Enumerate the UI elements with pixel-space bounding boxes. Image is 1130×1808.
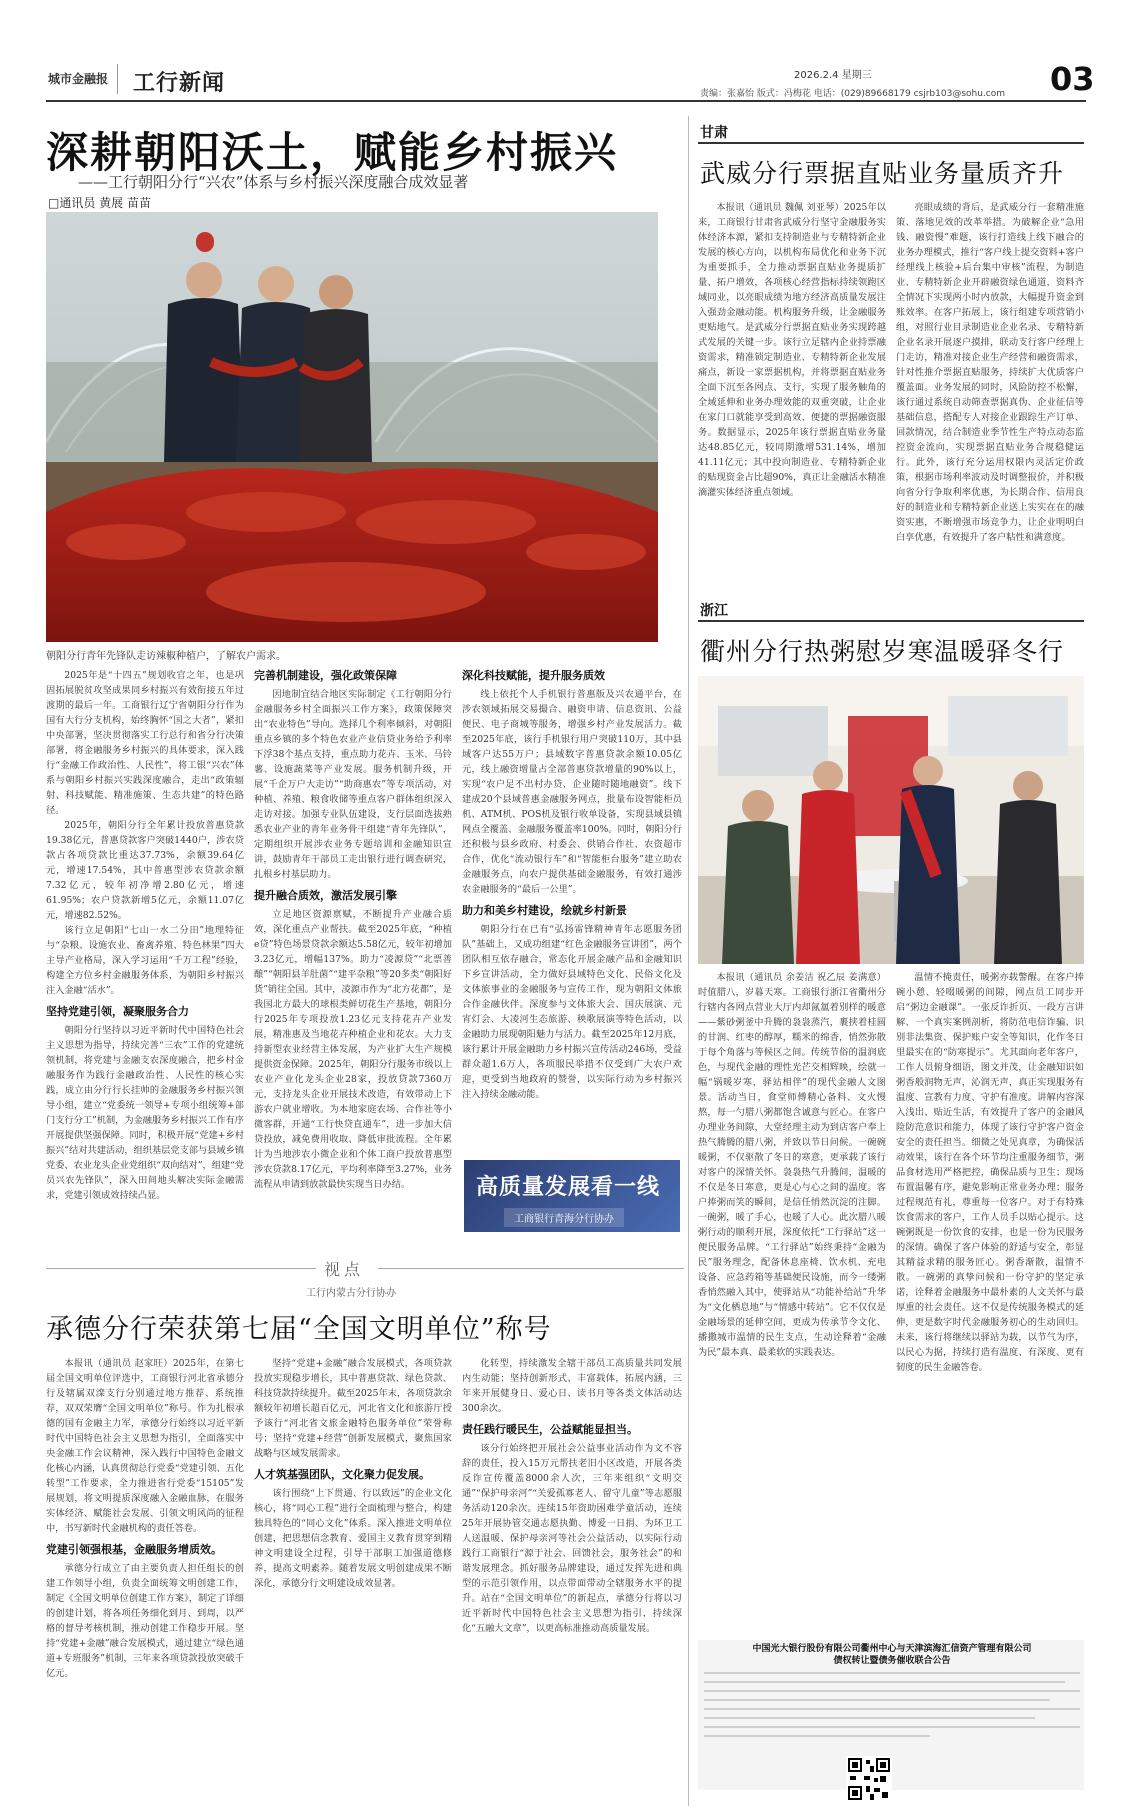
paragraph: 该分行始终把开展社会公益事业活动作为文不容辞的责任，投入15万元帮扶老旧小区改造，开展各类反诈宣传覆盖8000余人次，三年来组织“文明交通”“保护母亲河”“关爱孤寡老人、留守儿童”等志愿服务活动120余次。连续15年资助困难学童活动，连续25年开展协管交通志愿执勤、博爱一日捐、为环卫工人送温暖、保护母亲河等社会公益活动，以实际行动践行工商银行“源于社会、回馈社会，服务社会”的和谐发展理念。抓好服务品牌建设，通过发挥先进和典型的示范引领作用，以点带面带动全辖服务水平的提升。站在“全国文明单位”的新起点，承德分行将以习近平新时代中国特色社会主义思想为指引，持续深化“五融大文章”，以更高标准推动高质量发展。 (462, 1443, 682, 1634)
wuwei-headline: 武威分行票据直贴业务量质齐升 (700, 159, 1065, 188)
photo-caption: 朝阳分行青年先锋队走访辣椒种植户，了解农户需求。 (46, 651, 286, 662)
paragraph: 该行立足朝阳“七山一水二分田”地理特征与“杂粮、设施农业、畜禽养殖、特色林果”四大主导产业格局，深入学习运用“千万工程”经验，构建全方位乡村金融服务体系，为朝阳乡村振兴注入金融“活水”。 (46, 925, 244, 996)
column-divider (688, 116, 689, 1806)
banner-title: 高质量发展看一线 (476, 1175, 661, 1200)
editor-meta: 责编：张嘉怡 版式：冯梅花 电话：(029)89668179 csjrb103@sohu.com (700, 89, 1006, 99)
divider-line (378, 1268, 684, 1269)
paragraph: 亮眼成绩的背后，是武威分行一套精准施策、落地见效的改革举措。为破解企业“急用钱、融资慢”难题，该行打造线上线下融合的业务办理模式，推行“客户线上提交资料+客户经理线上核验+后台集中审核”流程，为制造业、专精特新企业开辟融资绿色通道，资料齐全情况下实现两小时内放款，大幅提升资金到账效率。在客户拓展上，该行组建专项营销小组，对照行业目录制造业企业名录、专精特新企业名录开展逐户摸排，联动支行客户经理上门走访，精准对接企业生产经营和融资需求，针对性推介票据直贴服务，持续扩大优质客户覆盖面。业务发展的同时，风险防控不松懈，该行通过系统自动筛查票据真伪、企业征信等基础信息，搭配专人对接企业跟踪生产订单、回款情况，结合制造业季节性生产特点动态监控资金流向，实现票据直贴业务合规稳健运行。此外，该行充分运用权限内灵活定价政策，根据市场利率波动及时调整报价，并积极向省分行争取利率优惠，为长期合作、信用良好的制造业和专精特新企业送上实实在在的融资实惠，不断增强市场竞争力，让企业明明白白享优惠，有效提升了客户粘性和满意度。 (896, 202, 1084, 543)
chengde-column-3 (462, 1356, 682, 1796)
section-heading: 提升融合质效，激活发展引擎 (254, 889, 397, 902)
feature-banner (464, 1160, 680, 1232)
section-heading: 责任践行暖民生，公益赋能显担当。 (462, 1423, 638, 1436)
paragraph: 本报讯（通讯员 赵家旺）2025年，在第七届全国文明单位评选中，工商银行河北省承德分行及辖属双滦支行分别通过地方推荐、系统推荐，双双荣膺“全国文明单位”称号。作为扎根承德的国有金融主力军，承德分行始终以习近平新时代中国特色社会主义思想为指引，全面落实中央金融工作会议精神，深入践行中国特色金融文化核心内涵，认真贯彻总行党委“党建引领、五化转型”工作要求，全力推进省行党委“15105”发展规划，将文明提质深度融入金融血脉，在服务实体经济、赋能社会发展、引领文明风尚的征程中，书写新时代金融机构的责任答卷。 (46, 1358, 244, 1534)
section-heading: 坚持党建引领，凝聚服务合力 (46, 1005, 189, 1018)
paragraph: 2025年，朝阳分行全年累计投放普惠贷款19.38亿元，普惠贷款客户突破1440户，涉农贷款占各项贷款比重达37.73%，余额39.64亿元，增速17.54%，其中普惠型涉农贷款余额7.32亿元，较年初净增2.80亿元，增速61.95%；农户贷款新增5亿元，余额11.07亿元，增速82.52%。 (46, 820, 244, 921)
main-subheadline: ——工行朝阳分行“兴农”体系与乡村振兴深度融合成效显著 (78, 173, 469, 191)
paragraph: 化转型，持续激发全辖干部员工高质量共同发展内生动能；坚持创新形式、丰富载体，拓展内涵，三年来开展健身日、爱心日、读书月等各类文体活动达300余次。 (462, 1358, 682, 1414)
legal-notice-body (704, 1672, 1080, 1772)
lobby-porridge-photo (698, 676, 1084, 964)
quzhou-column-2 (896, 970, 1084, 1635)
paragraph: 2025年是“十四五”规划收官之年，也是巩固拓展脱贫攻坚成果同乡村振兴有效衔接五年过渡期的最后一年。工商银行辽宁省朝阳分行作为国有大行分支机构，始终胸怀“国之大者”，紧扣中央部署，坚决贯彻落实工行总行和省分行决策部署，将金融服务乡村振兴的具体要求，深入践行“金融工作政治性、人民性”，将工银“兴农”体系与朝阳乡村振兴实践深度融合，走出“政策辐射、科技赋能、精准施策、生态共建”的特色路径。 (46, 670, 244, 816)
issue-date: 2026.2.4 星期三 (794, 70, 872, 81)
section-title: 工行新闻 (133, 71, 226, 96)
paragraph: 朝阳分行在已有“弘扬雷锋精神青年志愿服务团队”基础上，又成功组建“红色金融服务宣讲团”，两个团队相互依存融合，常态化开展金融产品和金融知识下乡宣讲活动，全力做好县域特色文化、民俗文化及文体旅事业的金融服务与宣传工作，现为朝阳文体旅合作金融伙伴。深度参与文体旅大会、国庆展演、元宵灯会、大凌河生态旅游、秧歌展演等特色活动，以金融助力展现朝阳魅力与活力。截至2025年12月底，该行累计开展金融助力乡村振兴宣传活动246场，受益群众超1.6万人，各项服民举措不仅受到广大农户欢迎，更受到当地政府的赞誉，以实际行动为乡村振兴注入持续金融动能。 (462, 924, 682, 1100)
main-story-column-3 (462, 668, 682, 1152)
paragraph: 立足地区资源禀赋，不断提升产业融合质效，深化重点产业帮扶。截至2025年底，“种植e贷”特色场景贷款余额达5.58亿元，较年初增加3.23亿元，增幅137%。助力“凌源贷”“北票善酿”“朝阳县羊肚菌”“建平杂粮”等20多类“朝阳好货”销往全国。其中，凌源市作为“北方花都”，是我国北方最大的球根类鲜切花生产基地，朝阳分行2025年专项投放1.23亿元支持花卉产业发展，精准惠及当地花卉种植企业和花农。大力支持新型农业经营主体发展，为产业扩大生产规模提供资金保障。2025年，朝阳分行服务市级以上农业产业化龙头企业28家，投放贷款7360万元，支持龙头企业开展技术改造，有效带动上下游农户就业增收。为本地家庭农场、合作社等小微客群，开通“工行快贷直通车”，进一步加大信贷投放，减免费用收取、降低审批流程。全年累计为当地涉农小微企业和个体工商户投放普惠型涉农贷款8.17亿元，平均利率降至3.27%，业务流程从申请到放款最快实现当日办结。 (254, 909, 452, 1190)
main-byline: □通讯员 黄展 苗苗 (48, 196, 151, 210)
wuwei-column-2 (896, 200, 1084, 600)
section-rule (698, 142, 1084, 144)
banner-sponsor: 工商银行青海分行协办 (504, 1208, 624, 1227)
greenhouse-photo-illustration (46, 212, 658, 642)
paragraph: 线上依托个人手机银行普惠版及兴农通平台，在涉农领域拓展交易撮合、融资申请、信息资讯、公益便民、电子商城等服务，增强乡村产业发展活力。截至2025年底，该行手机银行用户突破110万，其中县域客户达55万户；县域数字普惠贷款余额10.05亿元，线上融资增量占全部普惠贷款增量的90%以上，实现“农户足不出村办贷、企业随时随地融资”。线下建成20个县域普惠金融服务网点，批量布设智能柜员机、ATM机、POS机及银行收单设备，实现县域县镇网点全覆盖、金融服务覆盖率100%。同时，朝阳分行还积极与县乡政府、村委会、供销合作社、农资超市合作，优化“流动银行车”和“智能柜台服务”建立助农金融服务点，向农户提供基础金融服务，有效打通涉农金融服务的“最后一公里”。 (462, 689, 682, 895)
section-heading: 人才筑基强团队，文化聚力促发展。 (254, 1468, 430, 1481)
main-headline: 深耕朝阳沃土，赋能乡村振兴 (46, 128, 619, 177)
viewpoint-label: 视点 (324, 1260, 365, 1279)
legal-notice-title: 中国光大银行股份有限公司衢州中心与天津滨海汇信资产管理有限公司 债权转让暨债务催收联合公告 (752, 1644, 1032, 1666)
newspaper-brand: 城市金融报 (48, 72, 109, 86)
paragraph: 该行围绕“上下贯通、行以致远”的企业文化核心，将“同心工程”进行全面梳理与整合，构建独具特色的“同心文化”体系。深入推进文明单位创建，把思想信念教育、爱国主义教育贯穿到精神文明建设全过程，引导干部职工加强道德修养，提高文明素养。随着发展文明创建成果不断深化，承德分行文明建设成效显著。 (254, 1488, 452, 1589)
chengde-headline: 承德分行荣获第七届“全国文明单位”称号 (46, 1314, 552, 1345)
region-label-zhejiang: 浙江 (700, 603, 728, 619)
divider-line (46, 1268, 316, 1269)
quzhou-column-1 (698, 970, 886, 1635)
wuwei-column-1 (698, 200, 886, 600)
chengde-column-2 (254, 1356, 452, 1796)
chili-farm-photo (46, 212, 658, 642)
paragraph: 朝阳分行坚持以习近平新时代中国特色社会主义思想为指导，持续完善“三农”工作的党建统领机制，将党建与金融支农深度融合，把乡村金融服务作为践行金融政治性、人民性的核心实践，成立由分行行长挂帅的金融服务乡村振兴领导小组，建立“党委统一领导+专项小组统筹+部门支行分工”机制，为金融服务乡村振兴工作有序开展提供坚强保障。同时，积极开展“党建+乡村振兴”结对共建活动，组织基层党支部与县域乡镇党委、农业龙头企业党组织“双向结对”，组建“党员兴农先锋队”，深入田间地头解决实际金融需求，党建引领成效持续凸显。 (46, 1025, 244, 1201)
section-rule (698, 620, 1084, 622)
section-heading: 党建引领强根基，金融服务增质效。 (46, 1543, 222, 1556)
quzhou-headline: 衢州分行热粥慰岁寒温暖驿冬行 (700, 637, 1065, 666)
section-heading: 完善机制建设，强化政策保障 (254, 669, 397, 682)
paragraph: 承德分行成立了由主要负责人担任组长的创建工作领导小组，负责全面统筹文明创建工作，制定《全国文明单位创建工作方案》，制定了详细的创建计划，将各项任务细化到月、到周，以严格的督导考核机制，推动创建工作稳步开展。坚持“党建+金融”融合发展模式，通过建立“绿色通道+专班服务”机制，三年来各项贷款投放突破千亿元。 (46, 1563, 244, 1679)
paragraph: 本报讯（通讯员 魏佩 刘亚琴）2025年以来，工商银行甘肃省武威分行坚守金融服务实体经济本源，紧扣支持制造业与专精特新企业发展的核心方向，以机构布局优化和业务下沉为重要抓手，全力推动票据直贴业务提质扩量、拓户增效，各项核心经营指标持续领跑区域同业，以亮眼成绩为地方经济高质量发展注入强劲金融动能。机构服务升级，让金融服务更贴地气。是武威分行票据直贴业务实现跨越式发展的关键一步。该行立足辖内企业持票融资需求，精准锁定制造业、专精特新企业发展痛点，新设一家票据机构，并将票据直贴业务全面下沉至各网点、支行，实现了服务触角的全域延伸和业务办理效能的双重突破，让企业在家门口就能享受到高效、便捷的票据融资服务。数据显示，2025年该行票据直贴业务量达48.85亿元，较同期激增531.14%，增加41.11亿元；其中投向制造业、专精特新企业的贴现资金占比超90%，真正让金融活水精准滴灌实体经济重点领域。 (698, 202, 886, 498)
qr-code-icon (846, 1756, 892, 1802)
viewpoint-sponsor: 工行内蒙古分行协办 (306, 1288, 396, 1299)
header-divider (117, 64, 118, 94)
region-label-gansu: 甘肃 (700, 125, 728, 141)
main-story-column-2 (254, 668, 452, 1248)
paragraph: 本报讯（通讯员 余姜洁 祝乙辰 姜满意）时值腊八，岁暮天寒。工商银行浙江省衢州分行辖内各网点营业大厅内却氤氲着别样的暖意——紫砂粥釜中升腾的袅袅蒸汽，裹挟着桂圆的甘润、红枣的醇厚，糯米的绵香，悄然弥散于每个角落与等候区之间。传统节俗的温润底色，与现代金融的理性光芒交相辉映，绘就一幅“锅暖岁寒，驿站相伴”的现代金融人文图景。活动当日，食堂师傅精心备料、文火慢熬，每一勺腊八粥都饱含诚意与匠心。在客户办理业务间隙，大堂经理主动为到店客户奉上热气腾腾的腊八粥，并致以节日问候。一碗碗暖粥，不仅驱散了冬日的寒意，更承载了该行对客户的深情关怀。袅袅热气升腾间，温暖的不仅是冬日寒意，更是心与心之间的温度。客户捧粥而笑的瞬间，是信任悄然沉淀的注脚。一碗粥，暖了手心，也暖了人心。此次腊八暖粥行动的顺利开展，深度依托“工行驿站”这一便民服务品牌。“工行驿站”始终秉持“金融为民”服务理念，配备休息座椅、饮水机、充电设备、应急药箱等基础便民设施，而今一缕粥香悄然融入其中，使驿站从“功能补给站”升华为“文化栖息地”与“情感中转站”。它不仅仅是金融场景的延伸空间，更成为传承节令文化、播撒城市温情的民生支点，生动诠释着“金融为民”最本真、最柔软的实践表达。 (698, 972, 886, 1358)
section-heading: 深化科技赋能，提升服务质效 (462, 669, 605, 682)
section-heading: 助力和美乡村建设，绘就乡村新景 (462, 904, 627, 917)
paragraph: 坚持“党建+金融”融合发展模式，各项贷款投放实现稳步增长，其中普惠贷款、绿色贷款、科技贷款持续提升。截至2025年末，各项贷款余额较年初增长超百亿元，河北省文化和旅游厅授予该行“河北省文旅金融特色服务单位”荣誉称号；坚持“党建+经营”创新发展模式，聚焦国家战略与区域发展需求。 (254, 1358, 452, 1459)
paragraph: 温情不掩责任，暖粥亦载警醒。在客户捧碗小憩、轻啜暖粥的间隙，网点员工同步开启“粥边金融课”。一张反诈折页、一段方言讲解、一个真实案例剖析，将防范电信诈骗、识别非法集资、保护账户安全等知识，化作冬日里最实在的“防寒提示”。尤其面向老年客户，工作人员俯身细语，图文并茂，让金融知识如粥香般润物无声，沁润无声，真正实现服务有温度、宣教有力度、守护有准度。讲解内容深入浅出、贴近生活，有效提升了客户的金融风险防范意识和能力，体现了该行守护客户资金安全的责任担当。细微之处见真章，为确保活动效果，该行在各个环节均注重服务细节，粥品食材选用严格把控，确保品质与卫生；现场布置温馨有序，避免影响正常业务办理；服务过程规范有礼，尊重每一位客户。对于有特殊饮食需求的客户，工作人员手以贴心提示。这碗粥既是一份饮食的安排，也是一份为民服务的深情。确保了客户体验的舒适与安全，彰显其精益求精的服务匠心。粥香渐散，温情不散。一碗粥的真挚问候和一份守护的坚定承诺，诠释着金融服务中最朴素的人文关怀与最厚重的社会责任。这不仅是传统服务模式的延伸，更是数字时代金融服务初心的生动回归。未来，该行将继续以驿站为载，以节气为序，以民心为据，持续打造有温度、有深度、更有韧度的民生金融答卷。 (896, 972, 1084, 1373)
paragraph: 因地制宜结合地区实际制定《工行朝阳分行金融服务乡村全面振兴工作方案》，政策保障突出“农业特色”导向。选择几个利率倾斜，对朝阳重点乡镇的多个特色农业产业信贷业务给予利率下浮38个基点支持，重点助力花卉、玉米、马铃薯、设施蔬菜等产业发展。服务机制升级，开展“千企万户大走访”“助商惠农”等专项活动，对种植、养殖、粮食收储等重点客户群体组织深入走访对接。加强专业队伍建设，支行层面选拔熟悉农业产业的青年业务骨干组建“青年先锋队”，定期组织开展涉农业务专题培训和金融知识宣讲，鼓励青年干部员工走出银行进行调查研究，扎根乡村基层助力。 (254, 689, 452, 880)
main-story-column-1 (46, 668, 244, 1248)
chengde-column-1 (46, 1356, 244, 1796)
bank-lobby-illustration (698, 676, 1084, 964)
header-rule (46, 100, 1086, 102)
page-number: 03 (1050, 60, 1095, 98)
